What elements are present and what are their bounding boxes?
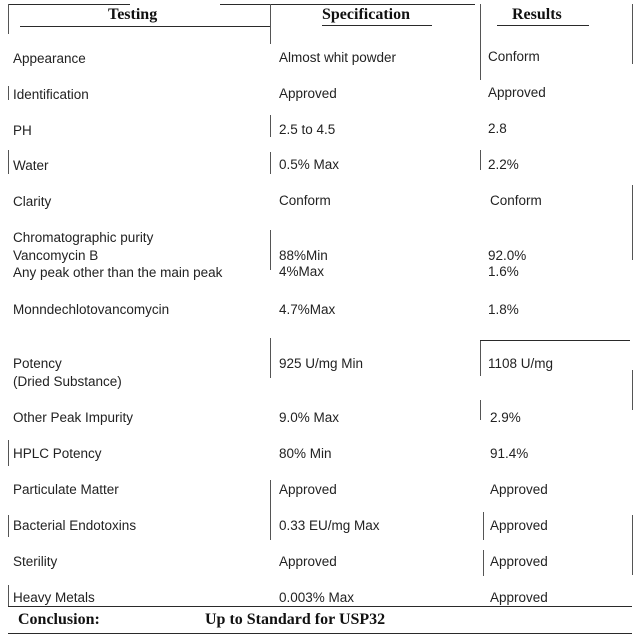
row-heavy-metals-spec: 0.003% Max — [279, 590, 355, 605]
row-vancomycin-b-spec: 88%Min — [279, 248, 328, 263]
col-divider-2c — [480, 340, 481, 376]
row-clarity-result: Conform — [490, 193, 542, 208]
row-water-spec: 0.5% Max — [279, 157, 340, 172]
row-sterility-result: Approved — [490, 554, 548, 569]
header-underline-spec — [322, 25, 432, 26]
row-potency-test: Potency — [13, 356, 62, 371]
col-divider-2a — [480, 4, 481, 80]
row-vancomycin-b-test: Vancomycin B — [13, 248, 99, 263]
row-other-peak-spec: 9.0% Max — [279, 410, 340, 425]
row-clarity-test: Clarity — [13, 194, 52, 209]
row-hplc-spec: 80% Min — [279, 446, 332, 461]
col-divider-1c — [270, 152, 271, 174]
left-border-6 — [8, 585, 9, 607]
col-divider-2e — [483, 512, 484, 540]
row-other-peak-result: 2.9% — [490, 410, 521, 425]
left-border — [8, 4, 9, 34]
header-testing: Testing — [108, 6, 158, 23]
row-particulate-test: Particulate Matter — [13, 482, 119, 497]
row-dried-substance-test: (Dried Substance) — [13, 374, 122, 389]
row-appearance-result: Conform — [488, 49, 540, 64]
row-particulate-spec: Approved — [279, 482, 337, 497]
right-border-2 — [632, 185, 633, 260]
row-any-peak-test: Any peak other than the main peak — [13, 265, 223, 280]
left-border-2 — [8, 86, 9, 100]
row-hplc-result: 91.4% — [490, 446, 529, 461]
row-sterility-spec: Approved — [279, 554, 337, 569]
col-divider-2d — [480, 400, 481, 420]
col-divider-1d — [270, 230, 271, 270]
top-rule-mid — [220, 4, 475, 5]
col-divider-1f — [270, 480, 271, 540]
header-underline-testing — [20, 26, 270, 27]
row-potency-result: 1108 U/mg — [488, 356, 554, 371]
row-heavy-metals-result: Approved — [490, 590, 548, 605]
left-border-5 — [8, 515, 9, 537]
row-endotoxins-spec: 0.33 EU/mg Max — [279, 518, 380, 533]
row-clarity-spec: Conform — [279, 193, 331, 208]
conclusion-top-rule — [8, 606, 632, 607]
left-border-4 — [8, 440, 9, 466]
row-sterility-test: Sterility — [13, 554, 58, 569]
row-endotoxins-result: Approved — [490, 518, 548, 533]
row-water-test: Water — [13, 158, 49, 173]
right-border-3 — [632, 370, 633, 410]
row-endotoxins-test: Bacterial Endotoxins — [13, 518, 137, 533]
col-divider-1b — [270, 115, 271, 137]
row-identification-spec: Approved — [279, 86, 337, 101]
left-border-3 — [8, 150, 9, 174]
row-monndechloto-result: 1.8% — [488, 302, 519, 317]
col-divider-1e — [270, 338, 271, 378]
conclusion-value: Up to Standard for USP32 — [205, 611, 386, 628]
header-results: Results — [512, 6, 562, 23]
right-border-4 — [632, 515, 633, 575]
potency-rule — [480, 340, 630, 341]
top-rule-left — [8, 4, 130, 5]
row-potency-spec: 925 U/mg Min — [279, 356, 364, 371]
row-identification-test: Identification — [13, 87, 89, 102]
conclusion-label: Conclusion: — [18, 611, 100, 628]
row-ph-result: 2.8 — [488, 121, 507, 136]
row-vancomycin-b-result: 92.0% — [488, 248, 527, 263]
header-specification: Specification — [322, 6, 410, 23]
row-appearance-test: Appearance — [13, 51, 86, 66]
row-heavy-metals-test: Heavy Metals — [13, 590, 95, 605]
col-divider-2b — [480, 150, 481, 170]
row-monndechloto-test: Monndechlotovancomycin — [13, 302, 170, 317]
row-ph-spec: 2.5 to 4.5 — [279, 122, 336, 137]
header-underline-results — [497, 25, 589, 26]
row-water-result: 2.2% — [488, 157, 519, 172]
row-particulate-result: Approved — [490, 482, 548, 497]
row-any-peak-spec: 4%Max — [279, 264, 325, 279]
row-other-peak-test: Other Peak Impurity — [13, 410, 134, 425]
row-appearance-spec: Almost whit powder — [279, 50, 397, 65]
conclusion-bottom-rule — [8, 633, 632, 634]
row-identification-result: Approved — [488, 85, 546, 100]
row-chromatographic-test: Chromatographic purity — [13, 230, 154, 245]
col-divider-2f — [483, 550, 484, 576]
col-divider-1a — [270, 4, 271, 44]
row-monndechloto-spec: 4.7%Max — [279, 302, 336, 317]
right-border-1 — [632, 4, 633, 64]
row-any-peak-result: 1.6% — [488, 264, 519, 279]
row-ph-test: PH — [13, 123, 32, 138]
row-hplc-test: HPLC Potency — [13, 446, 102, 461]
